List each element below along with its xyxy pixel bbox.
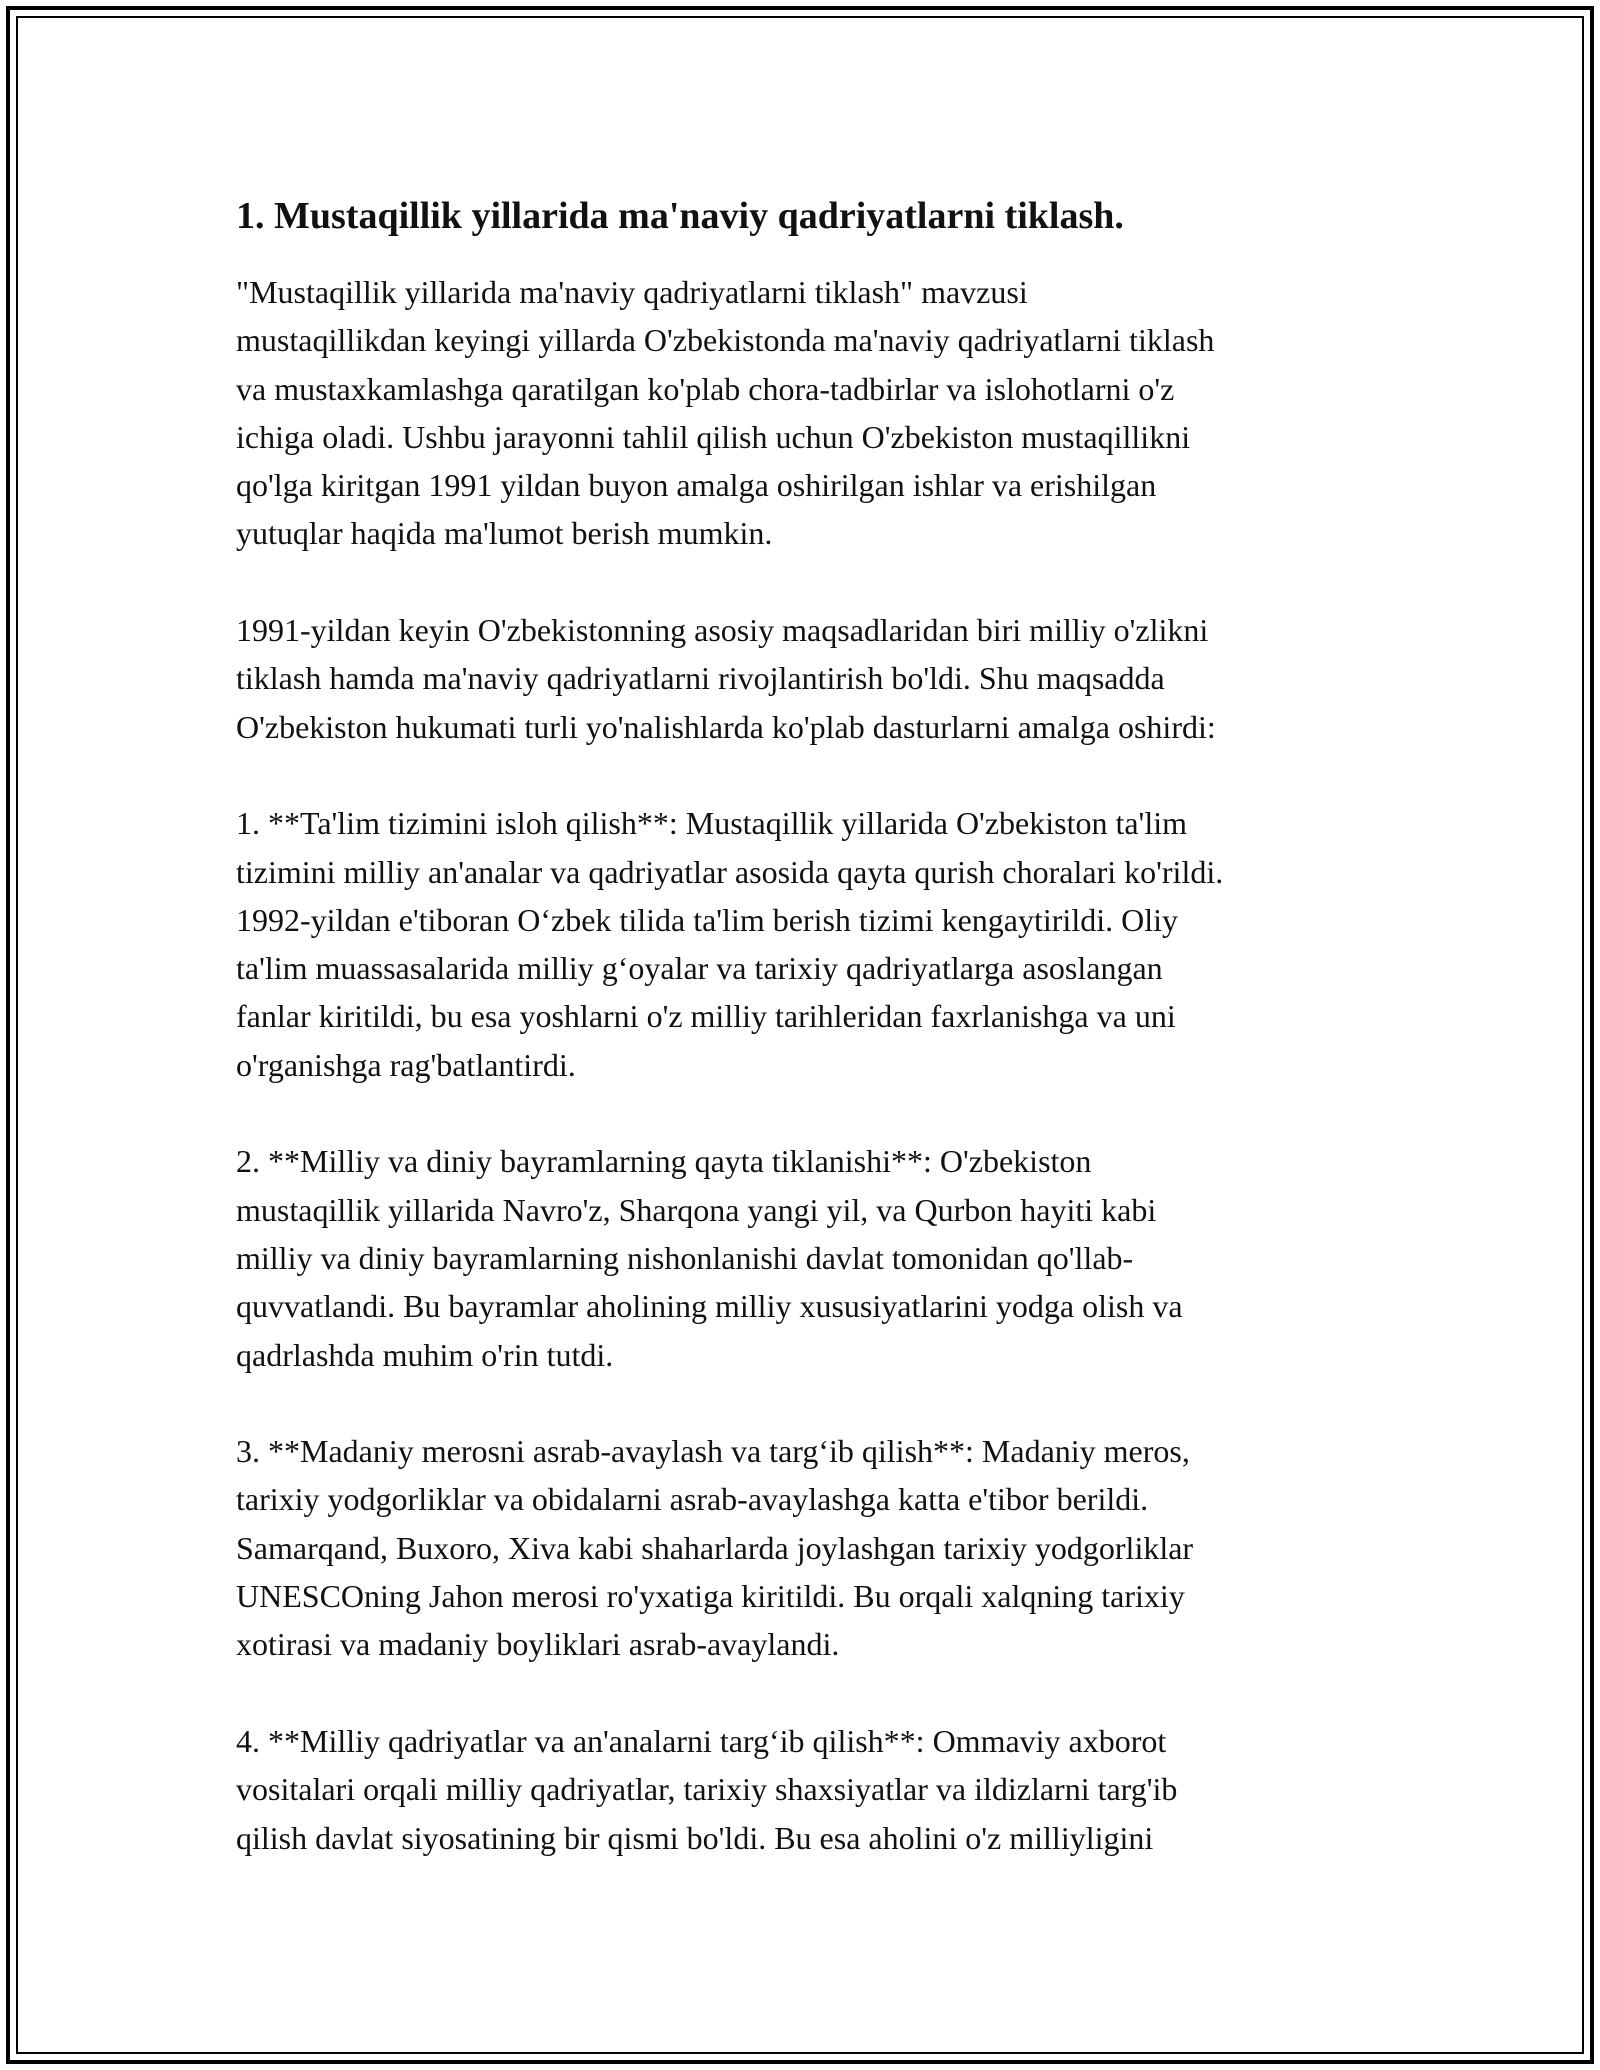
document-body	[236, 190, 1406, 1862]
paragraph-item-2: 2. **Milliy va diniy bayramlarning qayta tiklanishi**: O'zbekiston mustaqillik yillarida Navro'z, Sharqona yangi yil, va Qurbon hayiti kabi milliy va diniy bayramlarning nishonlanishi davlat tomonidan qo'llab- quvvatlandi. Bu bayramlar aholining milliy xususiyatlarini yodga olish va qadrlashda muhim o'rin tutdi.	[236, 1143, 1183, 1373]
paragraph-intro: "Mustaqillik yillarida ma'naviy qadriyatlarni tiklash" mavzusi mustaqillikdan keyingi yillarda O'zbekistonda ma'naviy qadriyatlarni tiklash va mustaxkamlashga qaratilgan ko'plab chora-tadbirlar va islohotlarni o'z ichiga oladi. Ushbu jarayonni tahlil qilish uchun O'zbekiston mustaqillikni qo'lga kiritgan 1991 yildan buyon amalga oshirilgan ishlar va erishilgan yutuqlar haqida ma'lumot berish mumkin.	[236, 274, 1215, 552]
document-title: 1. Mustaqillik yillarida ma'naviy qadriyatlarni tiklash.	[236, 195, 1124, 237]
paragraph-item-1: 1. **Ta'lim tizimini isloh qilish**: Mustaqillik yillarida O'zbekiston ta'lim tizimini milliy an'analar va qadriyatlar asosida qayta qurish choralari ko'rildi. 1992-yildan e'tiboran O‘zbek tilida ta'lim berish tizimi kengaytirildi. Oliy ta'lim muassasalarida milliy g‘oyalar va tarixiy qadriyatlarga asoslangan fanlar kiritildi, bu esa yoshlarni o'z milliy tarihleridan faxrlanishga va uni o'rganishga rag'batlantirdi.	[236, 805, 1224, 1083]
paragraph-goals: 1991-yildan keyin O'zbekistonning asosiy maqsadlaridan biri milliy o'zlikni tiklash hamda ma'naviy qadriyatlarni rivojlantirish bo'ldi. Shu maqsadda O'zbekiston hukumati turli yo'nalishlarda ko'plab dasturlarni amalga oshirdi:	[236, 612, 1216, 745]
paragraph-item-4: 4. **Milliy qadriyatlar va an'analarni targ‘ib qilish**: Ommaviy axborot vositalari orqali milliy qadriyatlar, tarixiy shaxsiyatlar va ildizlarni targ'ib qilish davlat siyosatining bir qismi bo'ldi. Bu esa aholini o'z milliyligini	[236, 1722, 1178, 1856]
paragraph-item-3: 3. **Madaniy merosni asrab-avaylash va targ‘ib qilish**: Madaniy meros, tarixiy yodgorliklar va obidalarni asrab-avaylashga katta e'tibor berildi. Samarqand, Buxoro, Xiva kabi shaharlarda joylashgan tarixiy yodgorliklar UNESCOning Jahon merosi ro'yxatiga kiritildi. Bu orqali xalqning tarixiy xotirasi va madaniy boyliklari asrab-avaylandi.	[236, 1433, 1194, 1663]
